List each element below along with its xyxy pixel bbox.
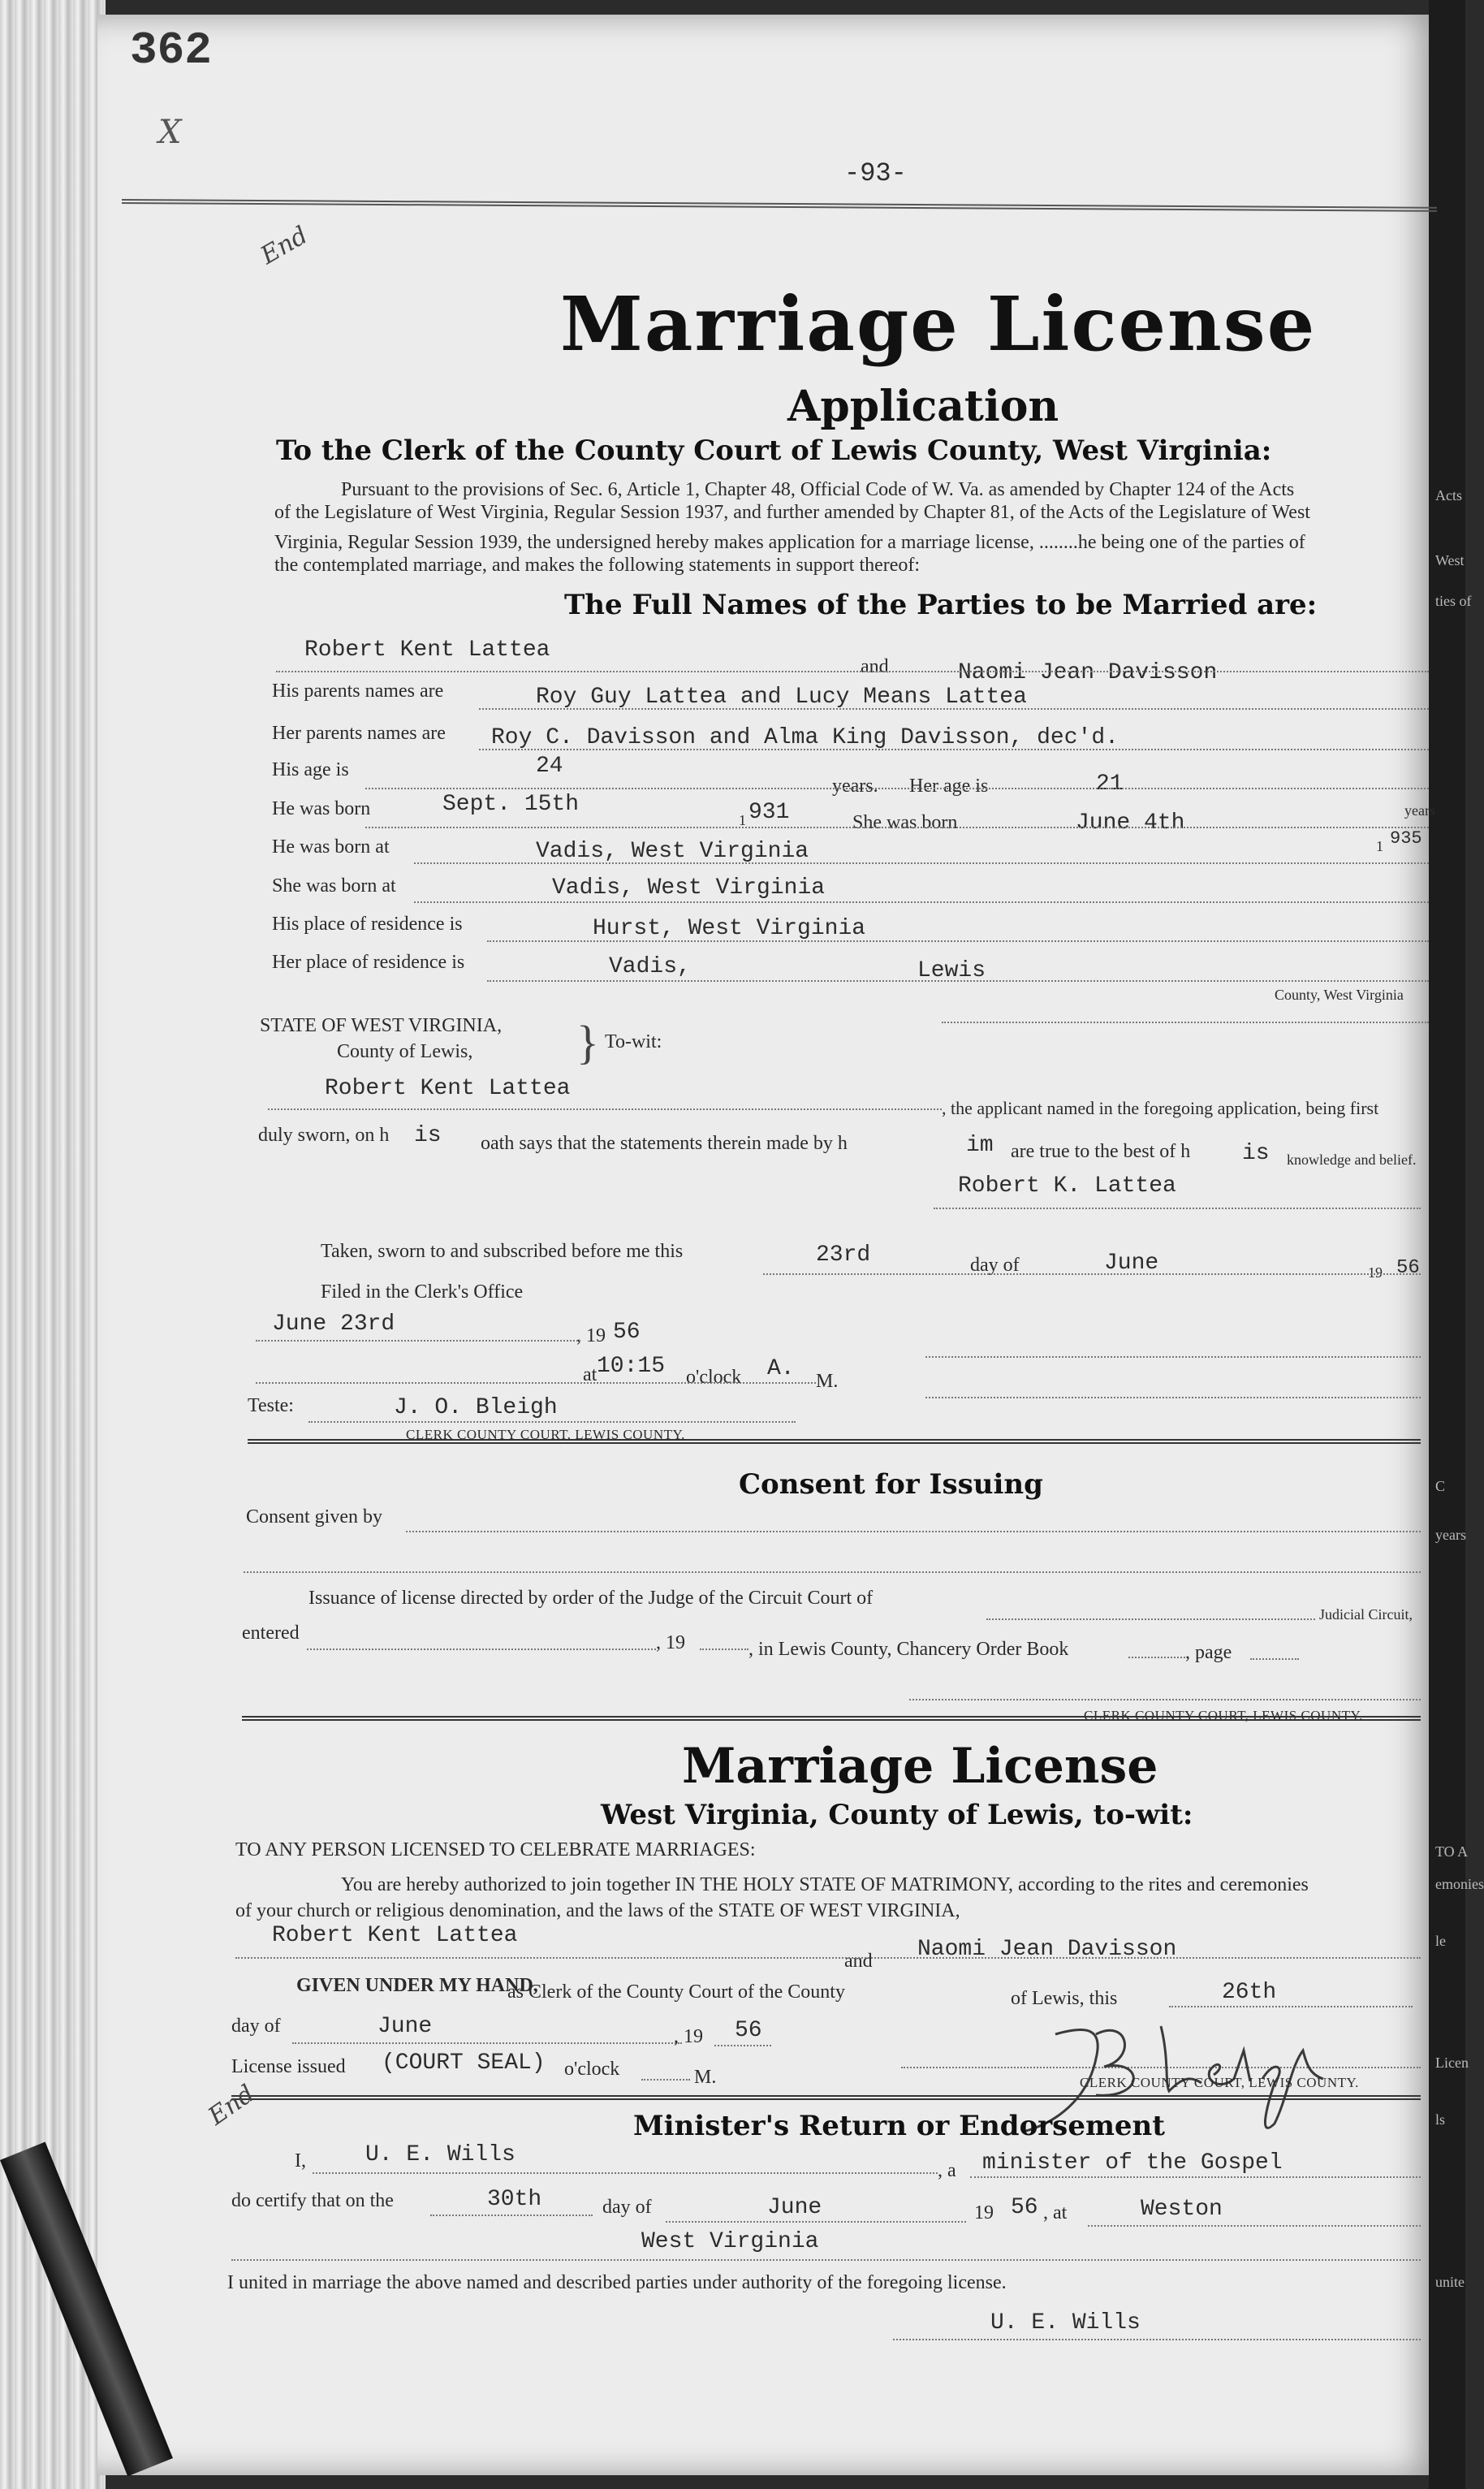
born-line	[365, 827, 1429, 828]
return-day: 30th	[487, 2187, 542, 2212]
filed-year: 56	[613, 1320, 641, 1345]
parties-heading: The Full Names of the Parties to be Married are:	[564, 589, 1318, 621]
county-wv-label: County, West Virginia	[1275, 987, 1404, 1003]
consent-page-label: , page	[1185, 1642, 1232, 1663]
teste-clerk-name: J. O. Bleigh	[394, 1395, 558, 1420]
and-label: and	[861, 656, 889, 677]
return-month: June	[767, 2195, 822, 2220]
minister-title: minister of the Gospel	[982, 2150, 1283, 2176]
preamble-line-4: the contemplated marriage, and makes the following statements in support thereof:	[274, 555, 921, 576]
license-oclock: o'clock	[564, 2059, 620, 2080]
order-book-line	[1128, 1657, 1185, 1658]
his-residence: Hurst, West Virginia	[593, 916, 866, 941]
his-residence-line	[487, 940, 1429, 942]
margin-fragment: emonies	[1435, 1876, 1484, 1892]
return-heading: Minister's Return or Endorsement	[633, 2110, 1165, 2142]
license-divider	[231, 2095, 1421, 2100]
license-title: Marriage License	[682, 1738, 1158, 1795]
minister-title-line	[970, 2176, 1421, 2178]
license-oclock-line	[641, 2079, 690, 2081]
her-residence-label: Her place of residence is	[272, 952, 465, 973]
her-age-label: Her age is	[909, 776, 989, 797]
return-year-prefix: 19	[974, 2202, 994, 2223]
minister-name: U. E. Wills	[365, 2142, 516, 2167]
he-born-at-label: He was born at	[272, 836, 390, 858]
consent-year-line	[700, 1649, 748, 1650]
license-bride: Naomi Jean Davisson	[917, 1937, 1177, 1962]
oath-state: STATE OF WEST VIRGINIA,	[260, 1015, 503, 1036]
license-year-prefix: , 19	[674, 2026, 703, 2047]
book-binding	[0, 0, 106, 2489]
consent-nineteen: , 19	[656, 1632, 685, 1653]
applicant-signature-line	[934, 1208, 1421, 1209]
license-m: M.	[694, 2067, 717, 2088]
authorized-line-2: of your church or religious denomination, and the laws of the STATE OF WEST VIRGINIA,	[235, 1900, 960, 1921]
return-place-line	[1088, 2225, 1421, 2227]
margin-fragment: C	[1435, 1478, 1446, 1494]
time-line	[256, 1382, 816, 1384]
license-day-of-label: day of	[231, 2016, 281, 2037]
return-day-of-label: day of	[602, 2197, 652, 2218]
applicant-signature: Robert K. Lattea	[958, 1173, 1176, 1199]
entered-line	[307, 1649, 656, 1650]
addressee-line: To the Clerk of the County Court of Lewis County, West Virginia:	[276, 434, 1272, 467]
license-year-line	[714, 2045, 771, 2046]
preamble-line-3: Virginia, Regular Session 1939, the undersigned hereby makes application for a marriage license, ........he being one of the parties of	[274, 532, 1305, 553]
clerk-signature-text: J.O.Bleigh	[1007, 2002, 1011, 2003]
her-parents-line	[479, 749, 1429, 750]
knowledge-belief: knowledge and belief.	[1287, 1152, 1417, 1168]
margin-fragment: years	[1435, 1527, 1466, 1543]
license-issued-label: License issued	[231, 2056, 346, 2077]
consent-given-by-line	[406, 1531, 1421, 1532]
he-born-date: Sept. 15th	[442, 792, 580, 817]
filed-year-prefix: , 19	[576, 1325, 606, 1346]
filed-m: M.	[816, 1371, 839, 1392]
taken-line	[763, 1273, 1421, 1275]
his-age: 24	[536, 754, 563, 779]
teste-label: Teste:	[248, 1395, 294, 1416]
parties-line	[276, 671, 1429, 672]
her-age: 21	[1096, 771, 1124, 797]
court-seal: (COURT SEAL)	[382, 2050, 546, 2076]
return-day-line	[430, 2215, 593, 2216]
to-any-person: TO ANY PERSON LICENSED TO CELEBRATE MARRIAGES:	[235, 1839, 756, 1860]
oath-county: County of Lewis,	[337, 1041, 473, 1062]
judicial-circuit: Judicial Circuit,	[1319, 1606, 1413, 1623]
he-born-year: 931	[748, 800, 790, 825]
teste-clerk-title: CLERK COUNTY COURT, LEWIS COUNTY.	[406, 1427, 685, 1442]
margin-fragment: ties of	[1435, 593, 1472, 609]
return-month-line	[666, 2221, 966, 2223]
filed-label: Filed in the Clerk's Office	[321, 1281, 524, 1303]
oath-divider	[248, 1439, 1421, 1444]
taken-year-prefix: 19	[1368, 1264, 1383, 1281]
bride-name: Naomi Jean Davisson	[958, 660, 1218, 685]
time-line-right	[925, 1397, 1421, 1398]
issuance-line	[986, 1618, 1315, 1620]
consent-page-line	[1250, 1658, 1299, 1660]
she-born-year-prefix: 1	[1376, 838, 1383, 854]
he-born-label: He was born	[272, 798, 371, 819]
her-parents: Roy C. Davisson and Alma King Davisson, dec'd.	[491, 725, 1119, 750]
margin-fragment: West	[1435, 552, 1465, 568]
return-place: Weston	[1141, 2197, 1223, 2222]
filed-time: 10:15	[597, 1354, 666, 1379]
license-month: June	[377, 2014, 433, 2039]
taken-day-of: day of	[970, 1255, 1020, 1276]
margin-fragment: TO A	[1435, 1843, 1469, 1860]
years-label: years.	[832, 776, 878, 797]
page-number-stamp: 362	[130, 24, 212, 76]
taken-day: 23rd	[816, 1242, 871, 1268]
preamble-line-2: of the Legislature of West Virginia, Regular Session 1937, and further amended by Chapter 81, of the Acts of the Legislature of West	[274, 502, 1310, 523]
license-parties-line	[235, 1957, 1421, 1959]
filed-line	[256, 1340, 580, 1342]
she-born-date: June 4th	[1076, 810, 1185, 836]
she-born-at-line	[414, 901, 1429, 903]
license-year: 56	[735, 2018, 762, 2043]
application-subtitle: Application	[787, 382, 1059, 431]
oath-brace: }	[576, 1016, 599, 1069]
license-month-line	[292, 2042, 682, 2044]
she-born-label: She was born	[852, 812, 958, 833]
extra-residence-line	[942, 1022, 1429, 1023]
return-at-label: , at	[1043, 2202, 1068, 2223]
issuance-text: Issuance of license directed by order of the Judge of the Circuit Court of	[308, 1588, 874, 1609]
oath-affiant: Robert Kent Lattea	[325, 1076, 571, 1101]
his-age-label: His age is	[272, 759, 349, 780]
margin-note-end-top: End	[256, 221, 313, 270]
filed-oclock: o'clock	[686, 1367, 742, 1388]
margin-fragment: Acts	[1435, 487, 1462, 503]
application-title: Marriage License	[560, 280, 1317, 368]
she-born-at: Vadis, West Virginia	[552, 875, 826, 901]
return-a-label: , a	[938, 2160, 956, 2181]
entered-label: entered	[242, 1623, 300, 1644]
oath-to-wit: To-wit:	[605, 1031, 662, 1052]
consent-clerk-title: CLERK COUNTY COURT, LEWIS COUNTY.	[1084, 1708, 1363, 1723]
his-parents: Roy Guy Lattea and Lucy Means Lattea	[536, 685, 1027, 710]
margin-fragment: Licen	[1435, 2055, 1469, 2071]
at-label: at	[583, 1364, 597, 1385]
true-best: are true to the best of h	[1011, 1141, 1191, 1162]
certify-label: do certify that on the	[231, 2190, 394, 2211]
license-and-label: and	[844, 1951, 873, 1972]
he-born-at-line	[414, 862, 1429, 864]
his-parents-label: His parents names are	[272, 681, 444, 702]
right-margin-fragments	[1435, 487, 1484, 2355]
oath-says: oath says that the statements therein made by h	[481, 1133, 848, 1154]
his-parents-line	[479, 708, 1429, 710]
authorized-line-1: You are hereby authorized to join together IN THE HOLY STATE OF MATRIMONY, according to the rites and ceremonies	[341, 1874, 1309, 1895]
taken-month: June	[1104, 1251, 1159, 1276]
he-born-at: Vadis, West Virginia	[536, 839, 809, 864]
minister-signature: U. E. Wills	[990, 2310, 1141, 2336]
check-mark: X	[158, 114, 182, 151]
taken-year: 56	[1396, 1257, 1420, 1279]
her-residence-town: Vadis,	[609, 954, 691, 979]
taken-label: Taken, sworn to and subscribed before me this	[321, 1241, 684, 1262]
filed-am: A.	[767, 1356, 795, 1381]
oath-his-1: is	[414, 1123, 442, 1148]
groom-name: Robert Kent Lattea	[304, 637, 550, 663]
duly-sworn: duly sworn, on h	[258, 1125, 390, 1146]
oath-him: im	[966, 1133, 994, 1158]
filed-date: June 23rd	[272, 1311, 395, 1337]
return-year: 56	[1011, 2195, 1038, 2220]
return-state: West Virginia	[641, 2229, 819, 2254]
he-born-year-prefix: 1	[739, 812, 746, 828]
page-label: -93-	[844, 158, 907, 188]
return-state-line	[231, 2259, 1421, 2261]
return-i-label: I,	[295, 2150, 306, 2171]
margin-fragment: unite	[1435, 2274, 1465, 2290]
consent-given-by-label: Consent given by	[246, 1506, 382, 1528]
given-under: GIVEN UNDER MY HAND,	[296, 1975, 538, 1996]
consent-divider	[242, 1716, 1421, 1721]
minister-name-line	[313, 2172, 938, 2174]
her-residence-county: Lewis	[917, 958, 986, 983]
license-day: 26th	[1222, 1980, 1277, 2005]
years-label-2: years	[1404, 802, 1435, 819]
she-born-at-label: She was born at	[272, 875, 396, 897]
given-text: as Clerk of the County Court of the County	[507, 1981, 845, 2003]
consent-second-line	[244, 1571, 1421, 1573]
her-residence-line	[487, 980, 1429, 982]
margin-note-end-bottom: End	[203, 2079, 261, 2132]
consent-heading: Consent for Issuing	[739, 1468, 1043, 1501]
age-line	[365, 788, 1429, 789]
license-clerk-title: CLERK COUNTY COURT, LEWIS COUNTY.	[1080, 2075, 1359, 2090]
of-lewis-label: of Lewis, this	[1011, 1988, 1118, 2009]
applicant-text: , the applicant named in the foregoing application, being first	[942, 1098, 1379, 1118]
oath-his-2: is	[1242, 1141, 1270, 1166]
license-groom: Robert Kent Lattea	[272, 1923, 518, 1948]
lewis-chancery: , in Lewis County, Chancery Order Book	[748, 1639, 1069, 1660]
teste-line	[308, 1421, 796, 1423]
margin-fragment: le	[1435, 1933, 1446, 1949]
united-text: I united in marriage the above named and described parties under authority of the foregoing license.	[227, 2272, 1007, 2293]
his-residence-label: His place of residence is	[272, 914, 463, 935]
her-parents-label: Her parents names are	[272, 723, 446, 744]
she-born-year: 935	[1390, 828, 1422, 849]
consent-clerk-line	[909, 1699, 1421, 1700]
minister-signature-line	[893, 2339, 1421, 2340]
preamble-line-1: Pursuant to the provisions of Sec. 6, Article 1, Chapter 48, Official Code of W. Va. as amended by Chapter 124 of the Acts	[341, 479, 1295, 500]
license-subtitle: West Virginia, County of Lewis, to-wit:	[601, 1799, 1193, 1831]
filed-line-right	[925, 1356, 1421, 1358]
affiant-line	[268, 1108, 942, 1110]
margin-fragment: ls	[1435, 2111, 1446, 2128]
